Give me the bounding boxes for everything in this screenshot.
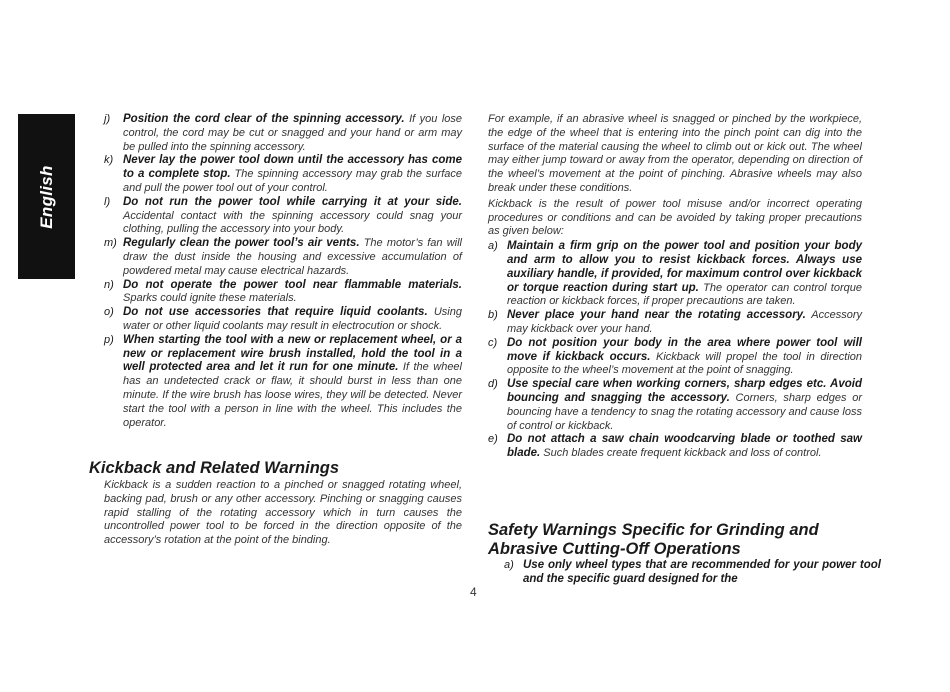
item-normal-text: Accessory may kickback over your hand. [507,309,862,335]
item-bold-text: Never place your hand near the rotating accessory. [507,309,806,322]
item-bold-text: Do not attach a saw chain woodcarving blade or toothed saw blade. [507,433,862,460]
intro-paragraph: Kickback is the result of power tool misuse and/or incorrect operating procedures or conditions and can be avoided by taking proper precautions as given below: [488,197,862,238]
kickback-item-b [488,309,862,337]
item-bold-text: Do not operate the power tool near flammable materials. [123,278,462,291]
warning-item-m [104,237,462,278]
item-marker: j) [104,113,111,125]
language-tab [18,114,75,279]
left-column [104,113,462,430]
safety-item-a [504,559,881,587]
item-bold-text: When starting the tool with a new or replacement wheel, or a new or replacement wire brush installed, hold the tool in a well protected area and let it run for one minute. [123,333,462,374]
item-bold-text: Never lay the power tool down until the accessory has come to a complete stop. [123,154,462,181]
warning-item-n [104,279,462,307]
item-bold-text: Use only wheel types that are recommended for your power tool and the specific guard designed for the [523,559,881,585]
language-tab-label: English [36,164,56,229]
item-marker: m) [104,237,117,250]
item-marker: a) [504,559,514,571]
item-bold-text: Maintain a firm grip on the power tool and position your body and arm to allow you to resist kickback forces. Always use auxiliary handle, if provided, for maximum control over kickback or torque reaction during start up. [507,240,862,294]
kickback-paragraph: Kickback is a sudden reaction to a pinched or snagged rotating wheel, backing pad, brush or any other accessory. Pinching or snagging causes rapid stalling of the rotating accessory which in turn causes the uncontrolled power tool to be forced in the direction opposite of the accessory’s rotation at the point of the binding. [104,479,462,547]
item-normal-text: The operator can control torque reaction or kickback forces, if proper precautions are taken. [507,281,862,308]
item-bold-text: Do not run the power tool while carrying it at your side. [123,195,462,208]
item-marker: b) [488,309,498,322]
item-normal-text: The spinning accessory may grab the surface and pull the power tool out of your control. [123,168,462,194]
kickback-heading: Kickback and Related Warnings [89,459,340,477]
item-marker: l) [104,195,111,208]
right-column [488,113,862,461]
warning-item-p [104,334,462,431]
item-marker: a) [488,240,498,253]
warning-item-l [104,196,462,237]
item-normal-text: Sparks could ignite these materials. [123,292,297,305]
item-marker: o) [104,306,114,319]
item-normal-text: Kickback will propel the tool in direction opposite to the wheel’s movement at the point of snagging. [507,350,862,377]
item-normal-text: Using water or other liquid coolants may result in electrocution or shock. [123,306,462,332]
item-normal-text: Such blades create frequent kickback and loss of control. [540,447,822,460]
warning-item-j [104,113,462,154]
item-bold-text: Regularly clean the power tool’s air vents. [123,237,360,250]
safety-heading: Safety Warnings Specific for Grinding and Abrasive Cutting-Off Operations [488,521,819,558]
item-normal-text: The motor’s fan will draw the dust inside the housing and excessive accumulation of powdered metal may cause electrical hazards. [123,237,462,277]
item-marker: c) [488,336,498,349]
warning-item-k [104,154,462,195]
kickback-item-a [488,240,862,309]
item-marker: n) [104,278,114,291]
item-normal-text: If you lose control, the cord may be cut or snagged and your hand or arm may be pulled into the spinning accessory. [123,113,462,153]
intro-paragraph: For example, if an abrasive wheel is snagged or pinched by the workpiece, the edge of the wheel that is entering into the pinch point can dig into the surface of the material causing the wheel to climb out or kick out. The wheel may either jump toward or away from the operator, depending on direction of the wheel’s movement at the point of pinching. Abrasive wheels may also break under these conditions. [488,113,862,194]
item-normal-text: Accidental contact with the spinning accessory could snag your clothing, pulling the accessory into your body. [123,209,462,236]
warning-item-o [104,306,462,334]
item-marker: k) [104,154,114,167]
item-bold-text: Use special care when working corners, sharp edges etc. Avoid bouncing and snagging the accessory. [507,378,862,404]
kickback-item-e [488,433,862,461]
kickback-item-d [488,378,862,433]
item-bold-text: Position the cord clear of the spinning accessory. [123,113,405,125]
kickback-body [104,479,462,548]
item-marker: d) [488,378,498,391]
item-normal-text: If the wheel has an undetected crack or flaw, it should burst in less than one minute. If the wire brush has loose wires, they will be detected. Never start the tool with a person in line with the wheel. This includes the operator. [123,361,462,429]
kickback-item-c [488,337,862,378]
item-bold-text: Do not position your body in the area where power tool will move if kickback occurs. [507,336,862,363]
item-marker: p) [104,333,114,346]
safety-section [488,521,881,587]
item-marker: e) [488,433,498,446]
item-normal-text: Corners, sharp edges or bouncing have a tendency to snag the rotating accessory and cause loss of control or kickback. [507,391,862,432]
page-number: 4 [470,585,477,599]
item-bold-text: Do not use accessories that require liquid coolants. [123,306,428,319]
